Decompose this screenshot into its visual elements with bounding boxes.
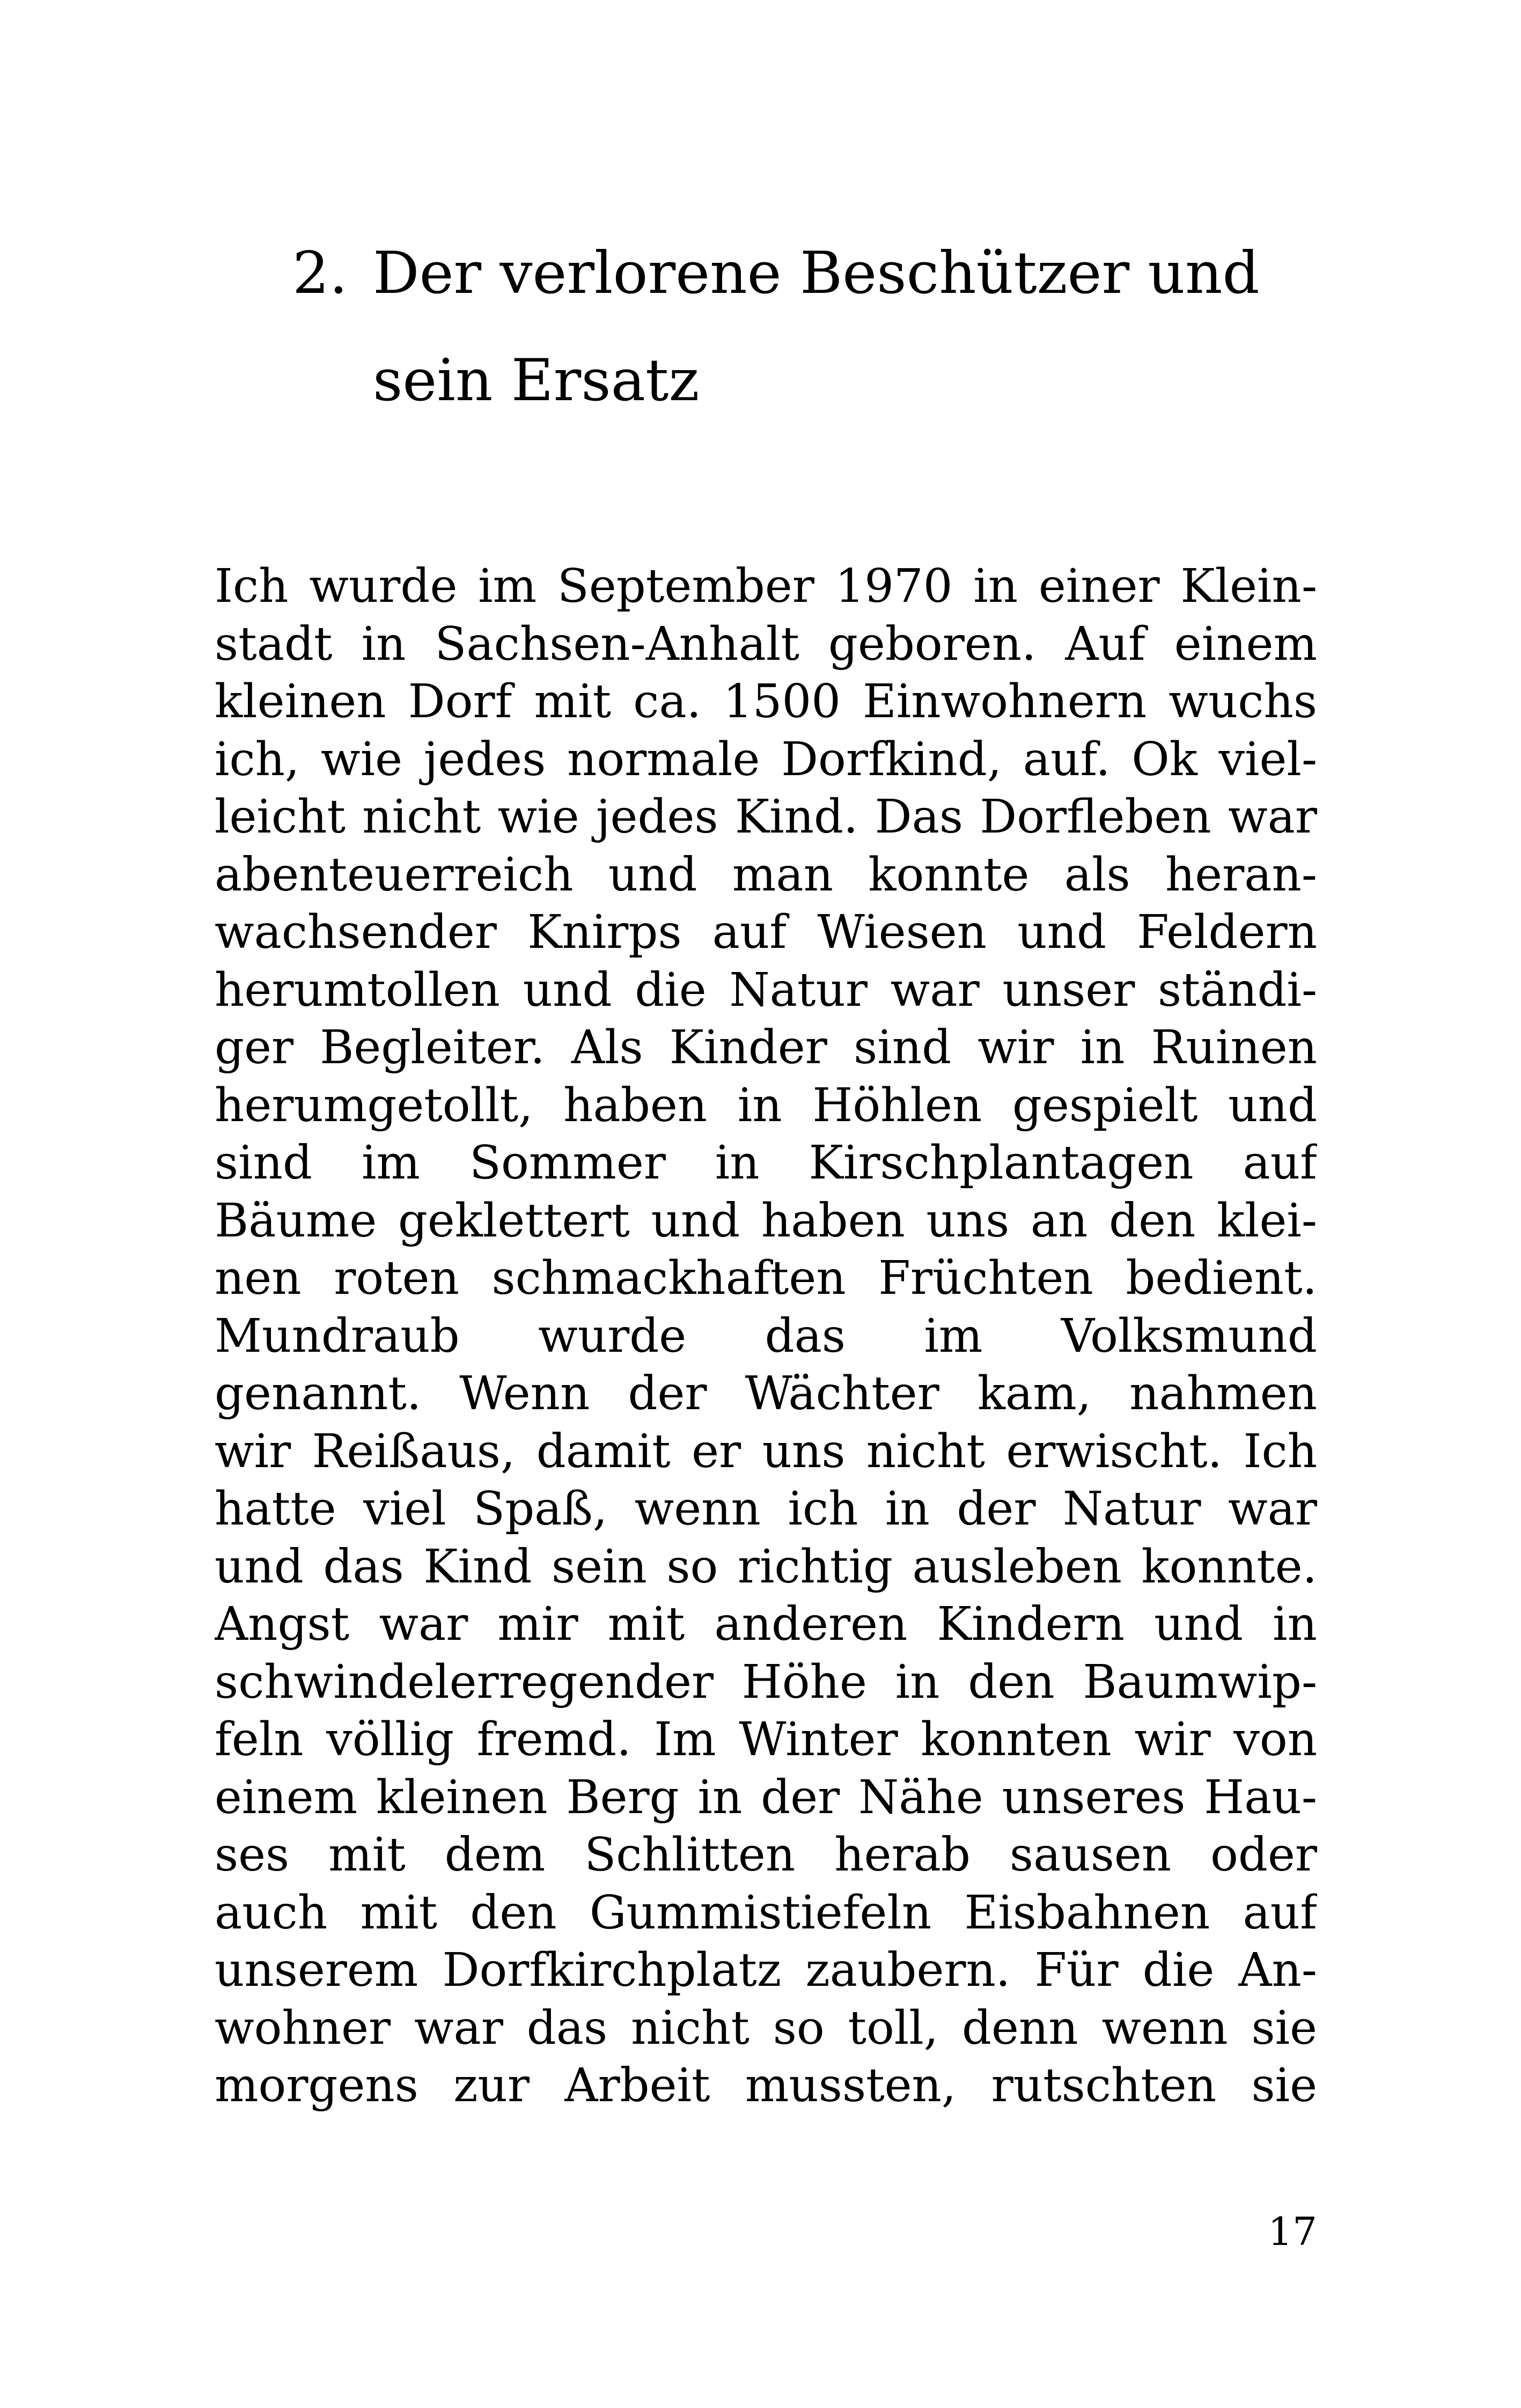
text-line: ses mit dem Schlitten herab sausen oder — [215, 1828, 1317, 1882]
text-line: wohner war das nicht so toll, denn wenn sie — [215, 2001, 1317, 2055]
text-line: und das Kind sein so richtig ausleben konnte. — [215, 1540, 1317, 1594]
chapter-heading-line-1 — [292, 220, 1365, 327]
text-line: stadt in Sachsen-Anhalt geboren. Auf einem — [215, 617, 1317, 671]
text-line: herumgetollt, haben in Höhlen gespielt und — [215, 1078, 1317, 1132]
text-line: Bäume geklettert und haben uns an den klei- — [215, 1194, 1317, 1248]
text-line: kleinen Dorf mit ca. 1500 Einwohnern wuchs — [215, 675, 1317, 728]
body-text — [215, 558, 1317, 2115]
text-line: unserem Dorfkirchplatz zaubern. Für die An- — [215, 1943, 1317, 1997]
chapter-title-line-1: Der verlorene Beschützer und — [373, 240, 1260, 307]
text-line: leicht nicht wie jedes Kind. Das Dorfleben war — [215, 790, 1317, 844]
text-line: hatte viel Spaß, wenn ich in der Natur war — [215, 1482, 1317, 1536]
text-line: wir Reißaus, damit er uns nicht erwischt. Ich — [215, 1424, 1317, 1478]
text-line: feln völlig fremd. Im Winter konnten wir von — [215, 1713, 1317, 1766]
text-line: ich, wie jedes normale Dorfkind, auf. Ok viel- — [215, 732, 1317, 786]
text-line: ger Begleiter. Als Kinder sind wir in Ruinen — [215, 1021, 1317, 1074]
text-line: abenteuerreich und man konnte als heran- — [215, 848, 1317, 902]
page-number: 17 — [1268, 2209, 1317, 2254]
text-line: nen roten schmackhaften Früchten bedient. — [215, 1251, 1317, 1305]
text-line: morgens zur Arbeit mussten, rutschten sie — [215, 2059, 1317, 2112]
chapter-heading — [292, 220, 1365, 435]
text-line: auch mit den Gummistiefeln Eisbahnen auf — [215, 1886, 1317, 1940]
chapter-title-line-2: sein Ersatz — [373, 347, 700, 414]
text-line: Angst war mir mit anderen Kindern und in — [215, 1597, 1317, 1651]
chapter-number: 2. — [292, 240, 348, 307]
text-line: einem kleinen Berg in der Nähe unseres Hau- — [215, 1770, 1317, 1824]
text-line: sind im Sommer in Kirschplantagen auf — [215, 1136, 1317, 1190]
text-line: wachsender Knirps auf Wiesen und Feldern — [215, 905, 1317, 959]
text-line: herumtollen und die Natur war unser ständi- — [215, 963, 1317, 1017]
text-line: schwindelerregender Höhe in den Baumwip- — [215, 1655, 1317, 1709]
text-line: genannt. Wenn der Wächter kam, nahmen — [215, 1367, 1317, 1420]
text-line: Ich wurde im September 1970 in einer Klein- — [215, 559, 1317, 613]
text-line: Mundraub wurde das im Volksmund — [215, 1309, 1317, 1363]
